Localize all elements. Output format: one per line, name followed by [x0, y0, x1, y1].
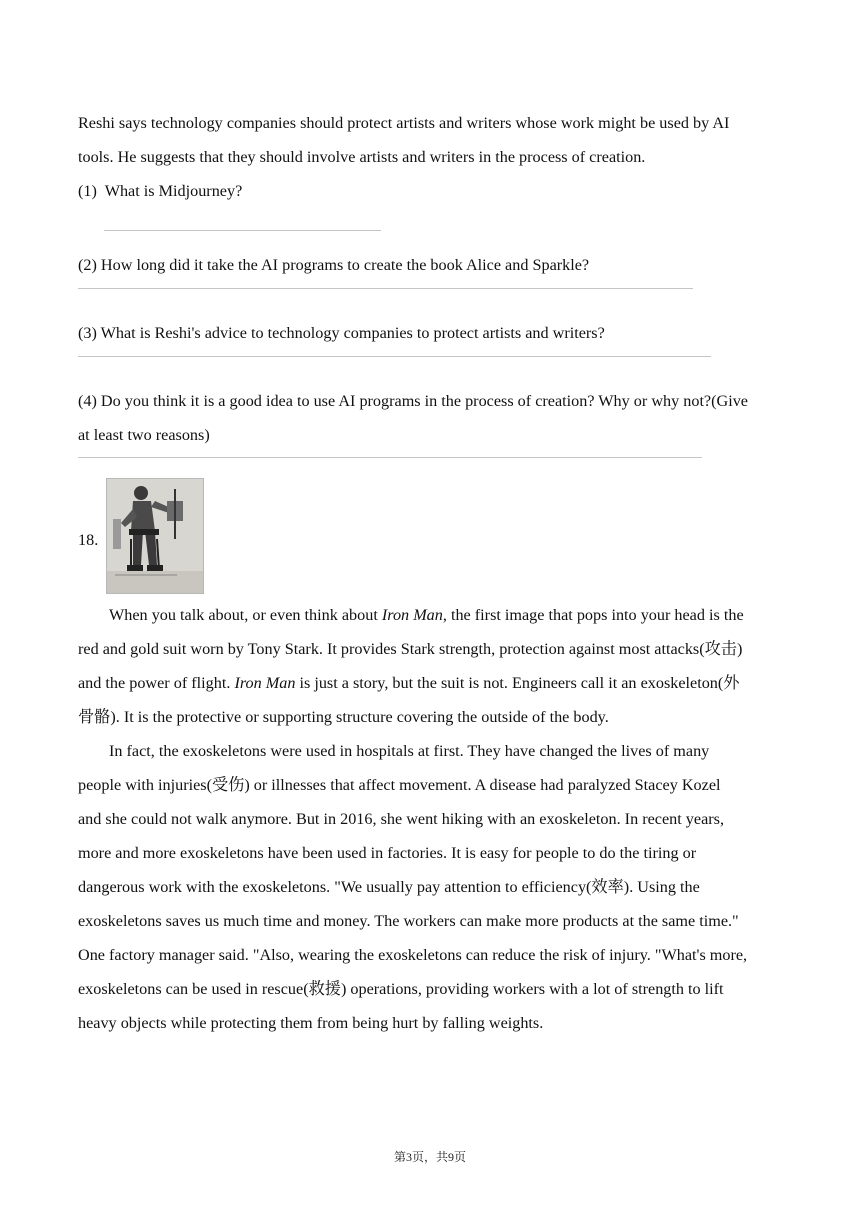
passage-line: exoskeletons saves us much time and money. The workers can make more products at the same time." [78, 912, 739, 930]
passage-line: red and gold suit worn by Tony Stark. It provides Stark strength, protection against most attacks(攻击) [78, 640, 743, 658]
text-span: and the power of flight. [78, 674, 235, 692]
page-content [78, 106, 790, 1040]
answer-area-1 [78, 208, 790, 248]
answer-line[interactable] [78, 288, 693, 289]
answer-line[interactable] [78, 457, 702, 458]
passage-line: people with injuries(受伤) or illnesses that affect movement. A disease had paralyzed Stacey Kozel [78, 776, 721, 794]
passage-line [78, 598, 790, 632]
italic-title: Iron Man [234, 674, 296, 692]
intro-line: tools. He suggests that they should involve artists and writers in the process of creation. [78, 148, 646, 166]
italic-title: Iron Man [381, 606, 443, 624]
exoskeleton-photo [106, 478, 204, 594]
question-number: (1) [78, 182, 97, 200]
passage-line: In fact, the exoskeletons were used in hospitals at first. They have changed the lives of many [109, 742, 710, 760]
item-18-header [78, 478, 790, 598]
passage-line: exoskeletons can be used in rescue(救援) operations, providing workers with a lot of strength to lift [78, 980, 724, 998]
passage-line: heavy objects while protecting them from being hurt by falling weights. [78, 1014, 544, 1032]
answer-line[interactable] [78, 356, 711, 357]
passage-line: more and more exoskeletons have been used in factories. It is easy for people to do the tiring or [78, 844, 697, 862]
question-4: (4) Do you think it is a good idea to use AI programs in the process of creation? Why or why not?(Give [78, 392, 748, 410]
question-2: (2) How long did it take the AI programs to create the book Alice and Sparkle? [78, 256, 590, 274]
text-span: , the first image that pops into your head is the [442, 606, 744, 624]
answer-line[interactable] [104, 230, 381, 231]
passage-line: One factory manager said. "Also, wearing the exoskeletons can reduce the risk of injury. "What's more, [78, 946, 748, 964]
question-text: What is Midjourney? [104, 182, 243, 200]
item-number: 18. [78, 531, 99, 549]
text-span: When you talk about, or even think about [109, 606, 382, 624]
passage-line: dangerous work with the exoskeletons. "We usually pay attention to efficiency(效率). Using the [78, 878, 700, 896]
question-4-cont: at least two reasons) [78, 426, 210, 444]
page-footer: 第3页，共9页 [393, 1150, 466, 1164]
text-span: is just a story, but the suit is not. Engineers call it an exoskeleton(外 [295, 674, 740, 692]
intro-line: Reshi says technology companies should protect artists and writers whose work might be used by AI [78, 114, 730, 132]
answer-area-2 [78, 282, 790, 316]
question-3: (3) What is Reshi's advice to technology companies to protect artists and writers? [78, 324, 605, 342]
passage-line [78, 666, 790, 700]
passage-line: 骨骼). It is the protective or supporting structure covering the outside of the body. [78, 708, 609, 726]
question-1 [78, 174, 790, 208]
answer-area-3 [78, 350, 790, 384]
passage-line: and she could not walk anymore. But in 2016, she went hiking with an exoskeleton. In recent years, [78, 810, 724, 828]
